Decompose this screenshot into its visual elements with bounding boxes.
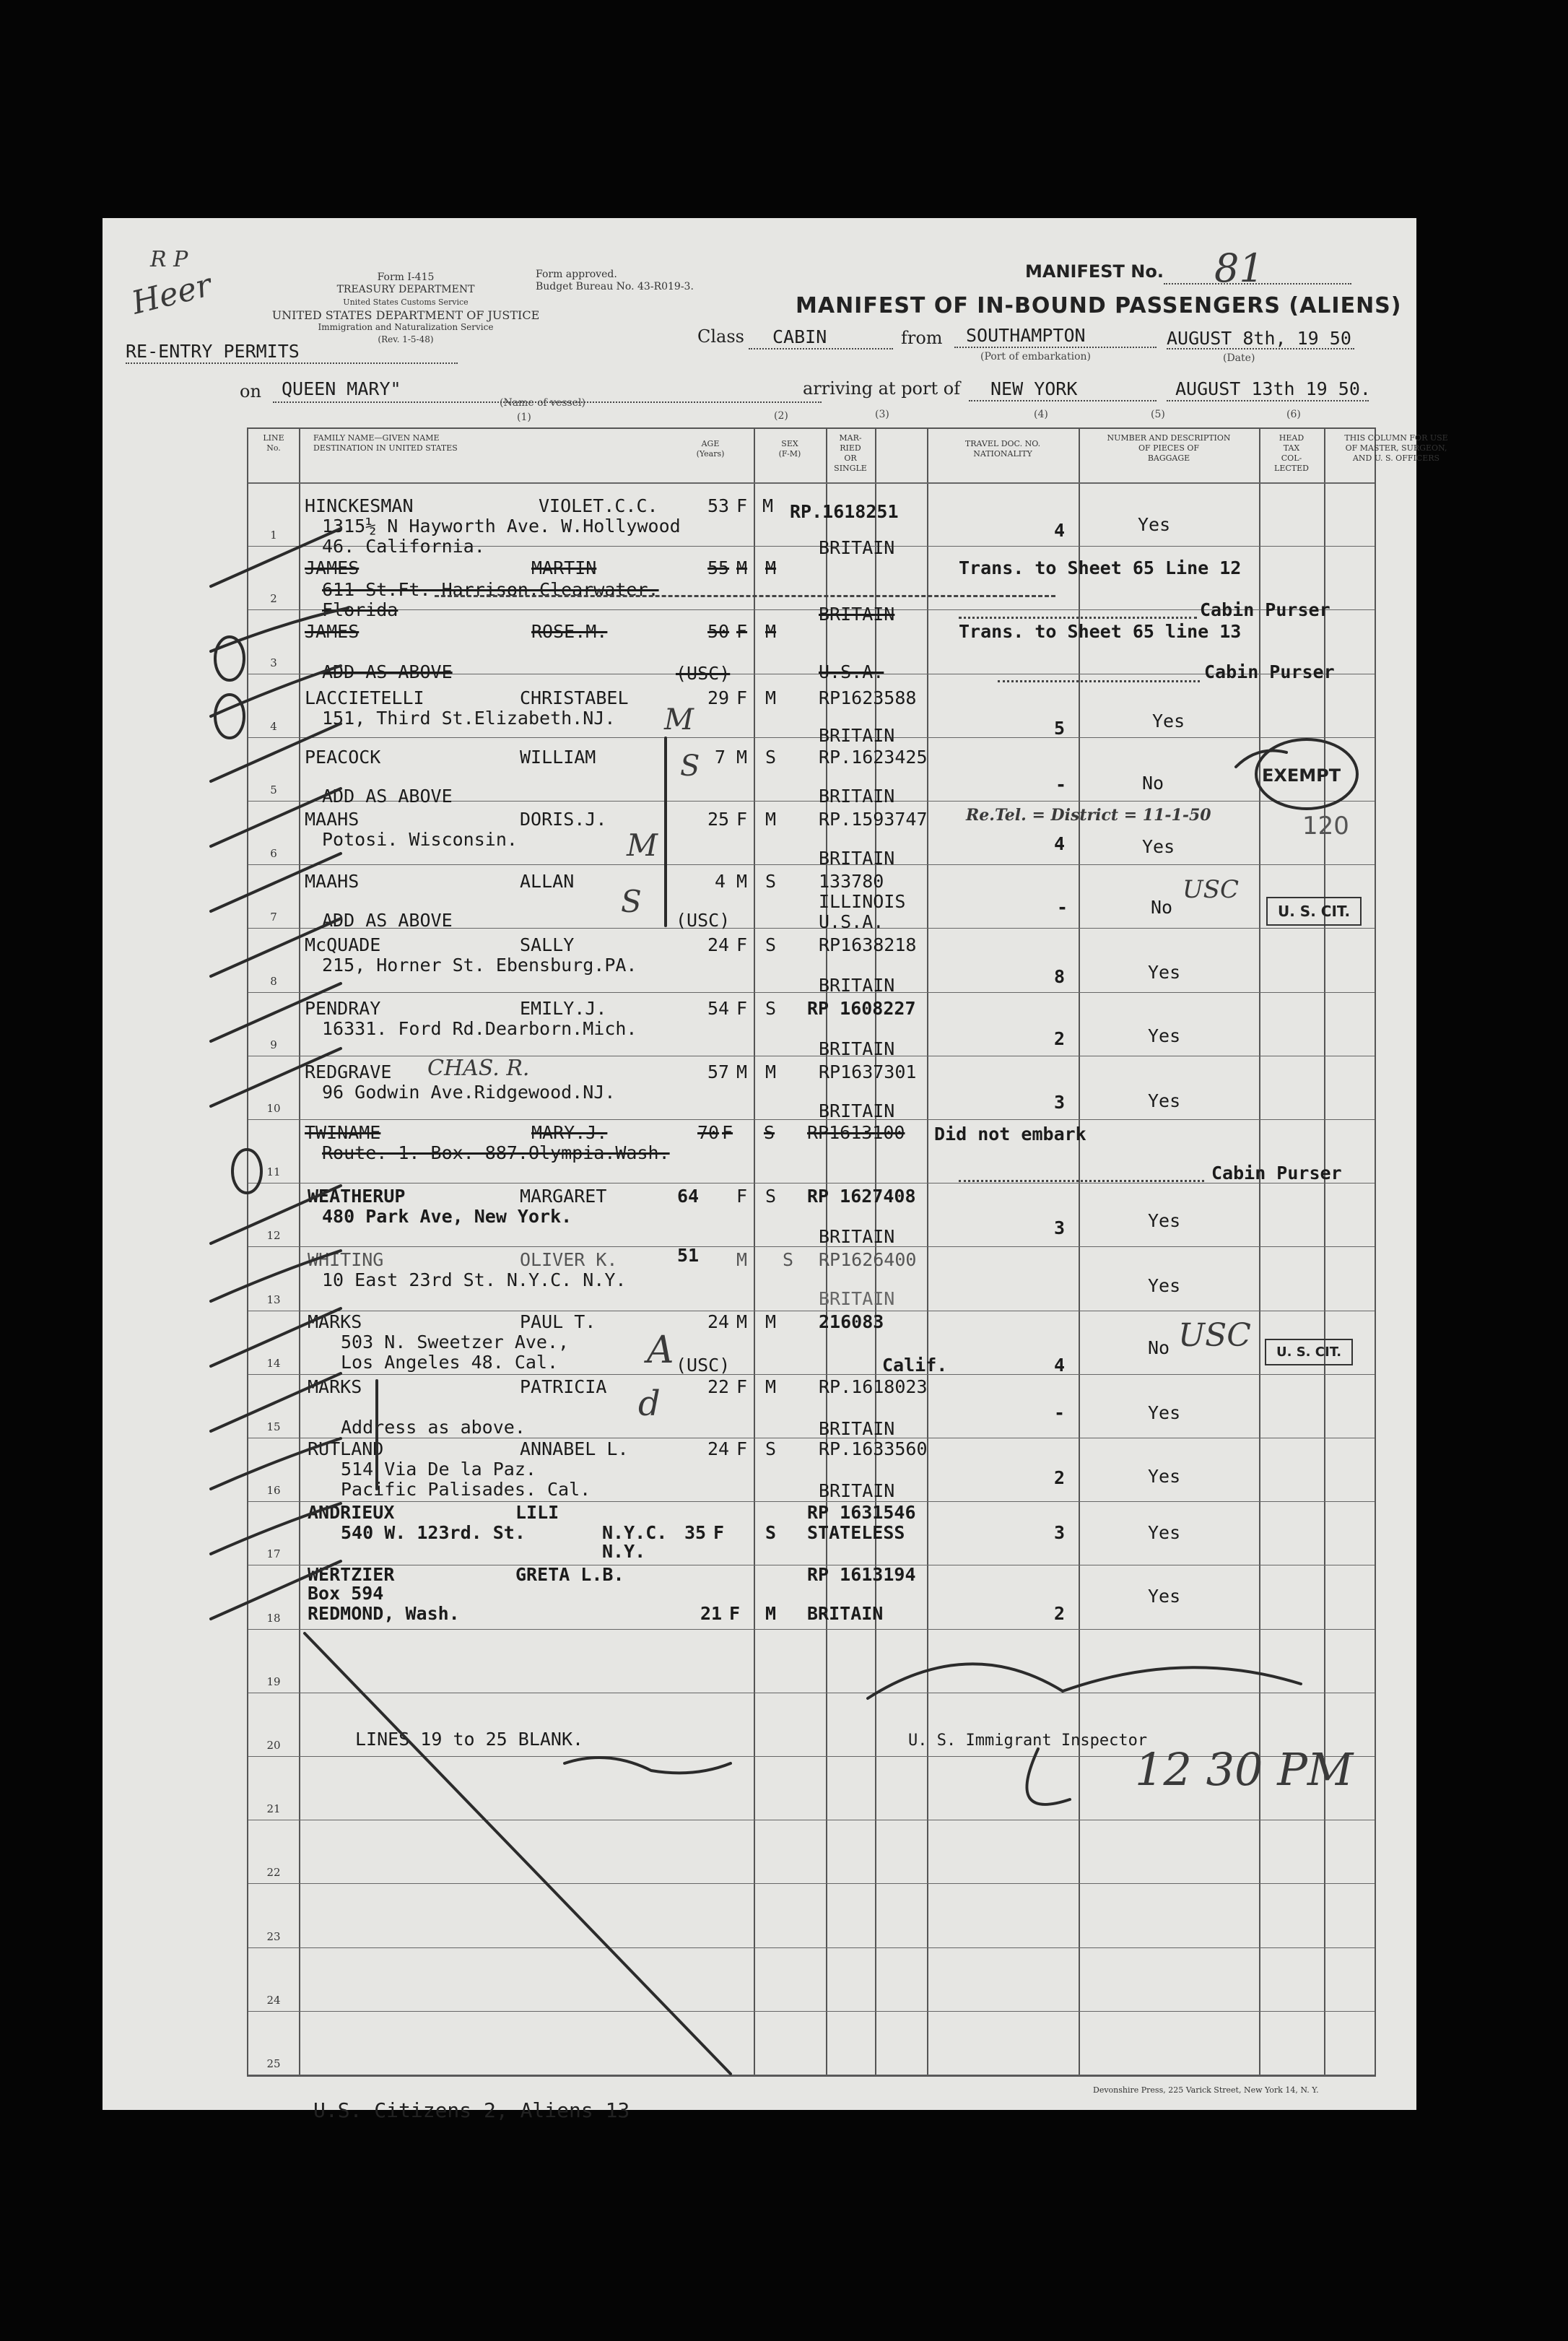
arrival-port: NEW YORK	[990, 378, 1078, 399]
address: REDMOND, Wash.	[308, 1603, 460, 1624]
head-tax: Yes	[1148, 962, 1181, 983]
col-number: (4)	[1034, 409, 1048, 420]
passenger-name: PENDRAY	[305, 998, 381, 1019]
class-label: Class	[697, 326, 744, 347]
marital: S	[765, 1186, 777, 1207]
given-name: MARY.J.	[531, 1122, 608, 1143]
row-divider	[248, 2011, 1375, 2012]
marital: S	[765, 1522, 777, 1543]
sex: F	[722, 1122, 733, 1143]
sex: F	[713, 1522, 725, 1543]
transfer-note: Trans. to Sheet 65 Line 12	[959, 557, 1242, 578]
address: 10 East 23rd St. N.Y.C. N.Y.	[322, 1269, 627, 1290]
line-number: 1	[270, 529, 277, 542]
us-cit-stamp: U. S. CIT.	[1266, 897, 1362, 926]
line-number: 6	[270, 847, 277, 861]
marital: M	[765, 1603, 777, 1624]
sex: F	[736, 998, 748, 1019]
given-name: EMILY.J.	[520, 998, 607, 1019]
reentry-permits: RE-ENTRY PERMITS	[126, 341, 300, 362]
passenger-name: ANDRIEUX	[308, 1502, 395, 1523]
underline	[969, 400, 1157, 401]
marital: M	[762, 495, 774, 516]
underline	[1167, 400, 1369, 401]
line-number: 22	[266, 1866, 281, 1880]
travel-doc: RP.1623425	[819, 747, 928, 768]
col-header-line: LINE No.	[263, 433, 284, 453]
purser-note: Cabin Purser	[1211, 1163, 1342, 1183]
manifest-sheet	[103, 218, 1448, 2122]
given-name: ROSE.M.	[531, 621, 608, 642]
baggage: 4	[1054, 520, 1066, 541]
passenger-name: MARKS	[308, 1311, 362, 1332]
row-divider	[248, 1947, 1375, 1948]
sex: F	[729, 1603, 741, 1624]
sex: F	[736, 1376, 748, 1397]
passenger-name: McQUADE	[305, 934, 381, 955]
age: 54	[707, 998, 730, 1019]
usc-marker: (USC)	[676, 910, 731, 931]
marital: S	[765, 871, 777, 892]
head-tax: Yes	[1148, 1402, 1181, 1423]
address: ADD AS ABOVE	[322, 910, 453, 931]
line-number: 12	[266, 1229, 281, 1243]
address: 1315½ N Hayworth Ave. W.Hollywood	[322, 516, 681, 537]
travel-doc: RP.1633560	[819, 1438, 928, 1459]
arrival-time: 12 30 PM	[1135, 1743, 1354, 1796]
line-number: 18	[266, 1611, 281, 1625]
nationality: BRITAIN	[819, 725, 895, 746]
marital: M	[765, 687, 777, 708]
sex: F	[736, 1186, 748, 1207]
passenger-name: JAMES	[305, 621, 360, 642]
marital-handmark: A	[647, 1329, 674, 1372]
travel-doc: RP.1593747	[819, 809, 928, 830]
passenger-name: MARKS	[308, 1376, 362, 1397]
travel-doc: RP.1618023	[819, 1376, 928, 1397]
baggage: 3	[1054, 1522, 1066, 1543]
col-header-baggage: NUMBER AND DESCRIPTION OF PIECES OF BAGGAGE	[1107, 433, 1231, 463]
line-number: 4	[270, 719, 277, 733]
given-name: CHRISTABEL	[520, 687, 629, 708]
age: 70	[697, 1122, 720, 1143]
given-name: ALLAN	[520, 871, 575, 892]
port-embark-caption: (Port of embarkation)	[980, 351, 1091, 362]
marital: S	[765, 998, 777, 1019]
row-divider	[248, 1374, 1375, 1375]
head-tax: Yes	[1142, 836, 1175, 857]
marital: S	[765, 747, 777, 768]
line-number: 25	[266, 2057, 281, 2070]
underline	[1167, 348, 1354, 349]
nationality: BRITAIN	[819, 537, 895, 558]
vessel-name: QUEEN MARY"	[282, 378, 401, 399]
dotted-leader	[959, 1180, 1204, 1182]
given-name: OLIVER K.	[520, 1249, 618, 1270]
marital: M	[765, 809, 777, 830]
retel-note: Re.Tel. = District = 11-1-50	[966, 806, 1211, 825]
col-header-headtax: HEAD TAX COL- LECTED	[1274, 433, 1309, 473]
marital: S	[764, 1122, 775, 1143]
nationality: BRITAIN	[819, 848, 895, 869]
nationality: BRITAIN	[819, 786, 895, 807]
line-number: 11	[266, 1165, 281, 1179]
given-name: PAUL T.	[520, 1311, 596, 1332]
marital: M	[765, 557, 777, 578]
underline	[126, 362, 458, 364]
row-divider	[248, 864, 1375, 865]
line-number: 2	[270, 592, 277, 606]
address: 46. California.	[322, 536, 485, 557]
head-tax: No	[1142, 773, 1164, 794]
given-name: ANNABEL L.	[520, 1438, 629, 1459]
marital-handmark: M	[627, 828, 658, 863]
baggage: 2	[1054, 1467, 1066, 1488]
address: Route. 1. Box. 887.Olympia.Wash.	[322, 1142, 670, 1163]
form-block: Form I-415 TREASURY DEPARTMENT United States Customs Service	[336, 272, 475, 307]
col-header-name: FAMILY NAME—GIVEN NAME DESTINATION IN UNITED STATES	[313, 433, 458, 453]
port-embarkation: SOUTHAMPTON	[966, 325, 1086, 346]
age: 53	[707, 495, 730, 516]
age: 29	[707, 687, 730, 708]
age: 64	[677, 1186, 700, 1207]
passenger-name: TWINAME	[305, 1122, 381, 1143]
baggage: 5	[1054, 718, 1066, 739]
sex: M	[736, 1249, 748, 1270]
col-header-married: MAR- RIED OR SINGLE	[834, 433, 867, 473]
age: 22	[707, 1376, 730, 1397]
marital: S	[765, 934, 777, 955]
passenger-name: PEACOCK	[305, 747, 381, 768]
underline	[749, 348, 893, 349]
handwritten-corner: Heer	[128, 266, 215, 322]
age: 25	[707, 809, 730, 830]
given-name: CHAS. R.	[427, 1056, 530, 1081]
sex: F	[736, 934, 748, 955]
purser-note: Cabin Purser	[1200, 599, 1330, 620]
col-header-sex: SEX (F-M)	[778, 439, 801, 459]
row-divider	[248, 1119, 1375, 1120]
baggage: 2	[1054, 1028, 1066, 1049]
line-number: 20	[266, 1739, 281, 1752]
sex: F	[736, 687, 748, 708]
travel-doc: ILLINOIS	[819, 891, 906, 912]
passenger-name: MAAHS	[305, 809, 360, 830]
head-tax: Yes	[1148, 1090, 1181, 1111]
travel-doc: RP 1613194	[807, 1564, 916, 1585]
marital: M	[765, 1061, 777, 1082]
age: 7	[715, 747, 726, 768]
baggage: 3	[1054, 1092, 1066, 1113]
age: 24	[707, 934, 730, 955]
address: Pacific Palisades. Cal.	[341, 1479, 591, 1500]
line-number: 10	[266, 1102, 281, 1115]
passenger-name: LACCIETELLI	[305, 687, 424, 708]
col-number: (5)	[1151, 409, 1165, 420]
marital-handmark: d	[638, 1384, 661, 1424]
purser-note: Cabin Purser	[1204, 661, 1335, 682]
travel-doc: RP 1627408	[807, 1186, 916, 1207]
nationality: BRITAIN	[819, 1100, 895, 1121]
col-number: (1)	[517, 412, 531, 423]
marital-handmark: S	[621, 884, 642, 919]
line-number: 16	[266, 1484, 281, 1498]
passenger-name: HINCKESMAN	[305, 495, 414, 516]
nationality: BRITAIN	[819, 604, 895, 625]
passenger-name: MAAHS	[305, 871, 360, 892]
nationality: BRITAIN	[819, 1038, 895, 1059]
passenger-name: WEATHERUP	[308, 1186, 406, 1207]
line-number: 15	[266, 1420, 281, 1433]
underline	[954, 347, 1157, 348]
address: Potosi. Wisconsin.	[322, 829, 518, 850]
age: 4	[715, 871, 726, 892]
inspector-caption: U. S. Immigrant Inspector	[908, 1732, 1148, 1750]
age: 55	[707, 557, 730, 578]
address: 503 N. Sweetzer Ave.,	[341, 1332, 570, 1352]
marital: M	[765, 1311, 777, 1332]
travel-doc: 133780	[819, 871, 884, 892]
line-number: 8	[270, 974, 277, 988]
nationality: BRITAIN	[819, 1480, 895, 1501]
age: 21	[700, 1603, 723, 1624]
line-number: 23	[266, 1929, 281, 1943]
transfer-note: Trans. to Sheet 65 line 13	[959, 621, 1242, 642]
nationality: BRITAIN	[819, 975, 895, 996]
travel-doc: RP1613100	[807, 1122, 905, 1143]
underline	[1164, 283, 1351, 285]
address: 16331. Ford Rd.Dearborn.Mich.	[322, 1018, 637, 1039]
arriving-label: arriving at port of	[803, 378, 961, 399]
line-number: 24	[266, 1993, 281, 2007]
marital: S	[765, 1438, 777, 1459]
address: N.Y.C.	[602, 1522, 668, 1543]
vessel-caption: (Name of vessel)	[500, 397, 585, 409]
travel-doc: RP1638218	[819, 934, 917, 955]
dotted-leader	[435, 595, 1055, 597]
age: 35	[684, 1522, 707, 1543]
passenger-name: WERTZIER	[308, 1564, 395, 1585]
us-cit-stamp: U. S. CIT.	[1265, 1339, 1353, 1365]
baggage: 4	[1054, 833, 1066, 854]
lines-blank-note: LINES 19 to 25 BLANK.	[355, 1729, 584, 1750]
head-tax: No	[1151, 897, 1173, 918]
sex: M	[736, 1311, 748, 1332]
address: Address as above.	[341, 1417, 526, 1438]
passenger-name: REDGRAVE	[305, 1061, 392, 1082]
head-tax: Yes	[1148, 1275, 1181, 1296]
line-number: 3	[270, 656, 277, 669]
row-divider	[248, 737, 1375, 738]
usc-handwritten: USC	[1182, 875, 1239, 904]
age: 51	[677, 1245, 700, 1266]
nationality: U.S.A.	[819, 661, 884, 682]
address: Florida	[322, 599, 398, 620]
age: 50	[707, 621, 730, 642]
col-number: (6)	[1286, 409, 1301, 420]
travel-doc: 216083	[819, 1311, 884, 1332]
handwritten-corner: R P	[150, 247, 188, 272]
officer-number: 120	[1302, 812, 1349, 841]
row-divider	[248, 1629, 1375, 1630]
address: 540 W. 123rd. St.	[341, 1522, 526, 1543]
given-name: SALLY	[520, 934, 575, 955]
head-tax: Yes	[1148, 1025, 1181, 1046]
address: 480 Park Ave, New York.	[322, 1206, 572, 1227]
given-name: PATRICIA	[520, 1376, 607, 1397]
head-tax: Yes	[1148, 1210, 1181, 1231]
address: ADD AS ABOVE	[322, 786, 453, 807]
travel-doc: RP 1608227	[807, 998, 916, 1019]
line-number: 19	[266, 1675, 281, 1688]
usc-handwritten: USC	[1178, 1317, 1251, 1354]
line-number: 9	[270, 1038, 277, 1051]
marital: M	[765, 1376, 777, 1397]
dotted-leader	[959, 617, 1197, 619]
travel-doc: RP.1618251	[790, 501, 899, 522]
head-tax: Yes	[1148, 1586, 1181, 1607]
col-number: (3)	[875, 409, 889, 420]
class-value: CABIN	[772, 326, 827, 347]
manifest-no: 81	[1214, 246, 1264, 291]
col-header-travel-doc: TRAVEL DOC. NO. NATIONALITY	[964, 439, 1041, 459]
dotted-leader	[998, 680, 1200, 682]
exempt-stamp: EXEMPT	[1262, 765, 1341, 786]
line-number: 17	[266, 1547, 281, 1561]
head-tax: Yes	[1138, 514, 1171, 535]
embark-date: AUGUST 8th, 19 50	[1167, 328, 1351, 349]
address: 611 St.Ft. Harrison.Clearwater.	[322, 579, 659, 600]
nationality: BRITAIN	[807, 1603, 884, 1624]
travel-doc: (USC)	[676, 663, 731, 684]
nationality: BRITAIN	[819, 1418, 895, 1439]
given-name: VIOLET.C.C.	[539, 495, 658, 516]
row-divider	[248, 1883, 1375, 1884]
arrival-date: AUGUST 13th 19 50.	[1175, 378, 1371, 399]
sex: F	[736, 621, 748, 642]
head-tax: Yes	[1148, 1522, 1181, 1543]
head-tax: Yes	[1152, 711, 1185, 731]
passenger-name: RUTLAND	[308, 1438, 384, 1459]
on-label: on	[240, 381, 261, 401]
baggage: 8	[1054, 966, 1066, 987]
totals: U.S. Citizens 2, Aliens 13	[313, 2098, 630, 2122]
passenger-name: WHITING	[308, 1249, 384, 1270]
printer-imprint: Devonshire Press, 225 Varick Street, New York 14, N. Y.	[1093, 2085, 1319, 2095]
nationality: U.S.A.	[819, 911, 884, 932]
date-caption: (Date)	[1223, 352, 1255, 364]
given-name: DORIS.J.	[520, 809, 607, 830]
col-header-officers: THIS COLUMN FOR USE OF MASTER, SURGEON, AND U. S. OFFICERS	[1344, 433, 1448, 463]
given-name: LILI	[515, 1502, 559, 1523]
head-tax: Yes	[1148, 1466, 1181, 1487]
baggage: 4	[1054, 1355, 1066, 1376]
address: 514 Via De la Paz.	[341, 1459, 536, 1480]
address: Los Angeles 48. Cal.	[341, 1352, 559, 1373]
row-divider	[248, 992, 1375, 993]
given-name: WILLIAM	[520, 747, 596, 768]
baggage: 2	[1054, 1603, 1066, 1624]
justice-block: UNITED STATES DEPARTMENT OF JUSTICE Immigration and Naturalization Service (Rev. 1-5-48)	[271, 308, 540, 344]
age: 57	[707, 1061, 730, 1082]
page-title: MANIFEST OF IN-BOUND PASSENGERS (ALIENS)	[796, 293, 1402, 318]
line-number: 7	[270, 911, 277, 924]
approved-block: Form approved. Budget Bureau No. 43-R019-3.	[536, 269, 694, 292]
usc-marker: (USC)	[676, 1355, 731, 1376]
sex: M	[736, 1061, 748, 1082]
address: 96 Godwin Ave.Ridgewood.NJ.	[322, 1082, 616, 1103]
travel-doc: RP1626400	[819, 1249, 917, 1270]
nationality: BRITAIN	[819, 1226, 895, 1247]
passenger-name: JAMES	[305, 557, 360, 578]
head-tax: No	[1148, 1337, 1170, 1358]
baggage: -	[1055, 774, 1067, 795]
age: 24	[707, 1438, 730, 1459]
col-header-age: AGE (Years)	[696, 439, 725, 459]
sex: M	[736, 747, 748, 768]
given-name: GRETA L.B.	[515, 1564, 624, 1585]
address: 151, Third St.Elizabeth.NJ.	[322, 708, 616, 729]
baggage: -	[1057, 897, 1068, 918]
travel-doc: Calif.	[882, 1355, 948, 1376]
travel-doc: RP 1631546	[807, 1502, 916, 1523]
line-number: 14	[266, 1356, 281, 1370]
sex: M	[736, 871, 748, 892]
nationality: STATELESS	[807, 1522, 905, 1543]
manifest-no-label: MANIFEST No.	[1025, 261, 1164, 282]
address: Box 594	[308, 1583, 384, 1604]
sex: M	[736, 557, 748, 578]
marital: S	[783, 1249, 794, 1270]
given-name: MARGARET	[520, 1186, 607, 1207]
address: 215, Horner St. Ebensburg.PA.	[322, 955, 637, 976]
sex: F	[736, 809, 748, 830]
line-number: 5	[270, 783, 277, 796]
marital-handmark: S	[680, 750, 700, 783]
address: N.Y.	[602, 1541, 646, 1562]
sex: F	[736, 495, 748, 516]
travel-doc: RP1623588	[819, 687, 917, 708]
nationality: BRITAIN	[819, 1288, 895, 1309]
baggage: 3	[1054, 1217, 1066, 1238]
line-number: 21	[266, 1802, 281, 1816]
sex: F	[736, 1438, 748, 1459]
marital: M	[765, 621, 777, 642]
address: ADD AS ABOVE	[322, 661, 453, 682]
col-number: (2)	[774, 410, 788, 422]
baggage: -	[1054, 1402, 1066, 1423]
from-label: from	[901, 328, 943, 348]
status-note: Did not embark	[934, 1124, 1086, 1145]
line-number: 13	[266, 1293, 281, 1306]
travel-doc: RP1637301	[819, 1061, 917, 1082]
marital-handmark: M	[664, 703, 694, 737]
row-divider	[248, 1246, 1375, 1247]
given-name: MARTIN	[531, 557, 597, 578]
age: 24	[707, 1311, 730, 1332]
